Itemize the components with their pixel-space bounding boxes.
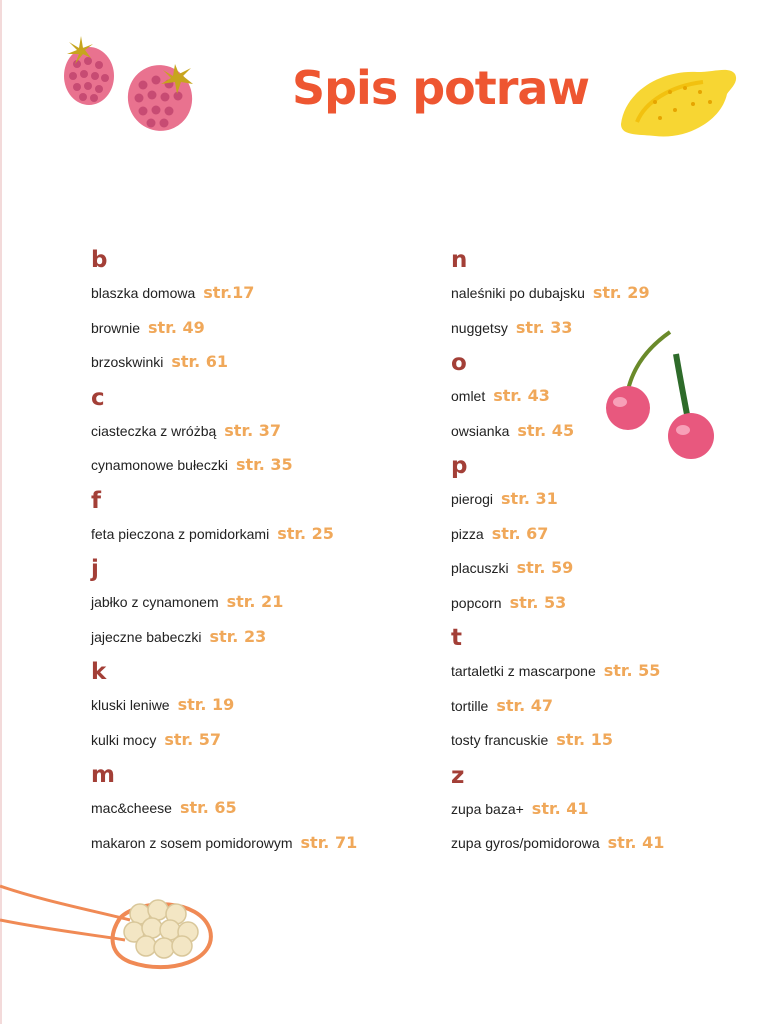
- index-entry: [451, 592, 765, 627]
- dish-name: nuggetsy: [451, 319, 508, 336]
- letter-heading: k: [91, 659, 107, 685]
- dish-name: pierogi: [451, 491, 494, 507]
- lemon-icon: [615, 62, 740, 144]
- page-reference: str. 41: [531, 798, 589, 818]
- letter-heading: f: [91, 487, 102, 514]
- index-entry: [451, 282, 765, 317]
- page-reference: str. 65: [179, 798, 237, 817]
- index-entry: [451, 660, 765, 695]
- dish-name: mac&cheese: [91, 800, 172, 816]
- page-reference: str. 31: [501, 489, 558, 508]
- index-entry: [451, 523, 765, 558]
- letter-heading: m: [91, 762, 115, 788]
- letter-heading: z: [451, 762, 465, 789]
- page-reference: str. 61: [171, 352, 229, 371]
- index-entry: [91, 797, 411, 832]
- dish-name: placuszki: [451, 560, 509, 576]
- raspberry-icon: [55, 30, 205, 140]
- letter-heading: j: [91, 556, 99, 582]
- page-reference: str. 71: [300, 832, 358, 852]
- letter-heading: o: [451, 350, 467, 376]
- dish-name: tosty francuskie: [451, 732, 549, 748]
- index-entry: [451, 420, 765, 455]
- index-entry: [91, 523, 411, 558]
- page-reference: str. 35: [235, 455, 293, 474]
- page-reference: str. 21: [226, 592, 284, 611]
- dish-name: brownie: [91, 319, 141, 336]
- page-reference: str. 29: [592, 283, 650, 302]
- index-entry: [91, 454, 411, 489]
- page-reference: str.17: [203, 283, 255, 302]
- dish-name: tartaletki z mascarpone: [451, 663, 596, 679]
- page-reference: str. 59: [516, 558, 574, 577]
- letter-heading: c: [91, 384, 105, 411]
- index-column-right: [451, 248, 765, 867]
- page-reference: str. 67: [491, 523, 549, 543]
- index-entry: [451, 695, 765, 730]
- dish-name: kluski leniwe: [91, 697, 170, 713]
- page-edge-line: [0, 0, 2, 1024]
- dish-name: jabłko z cynamonem: [91, 594, 219, 610]
- index-entry: [451, 798, 765, 833]
- dish-name: naleśniki po dubajsku: [451, 285, 585, 301]
- page-reference: str. 41: [607, 833, 665, 852]
- dish-name: blaszka domowa: [91, 285, 196, 301]
- page-reference: str. 33: [515, 317, 573, 337]
- dish-name: pizza: [451, 525, 484, 542]
- letter-heading: b: [91, 247, 108, 273]
- index-entry: [91, 729, 411, 764]
- dish-name: ciasteczka z wróżbą: [91, 422, 217, 439]
- dish-name: kulki mocy: [91, 731, 157, 748]
- index-entry: [451, 557, 765, 592]
- index-entry: [91, 351, 411, 386]
- index-entry: [91, 694, 411, 729]
- index-entry: [91, 626, 411, 661]
- page-reference: str. 23: [209, 626, 267, 646]
- index-entry: [91, 832, 411, 867]
- index-entry: [91, 282, 411, 317]
- page-reference: str. 55: [603, 661, 661, 680]
- page-reference: str. 43: [493, 386, 550, 405]
- dish-name: tortille: [451, 697, 489, 714]
- letter-heading: n: [451, 247, 468, 273]
- index-column-left: [91, 248, 411, 866]
- dish-name: feta pieczona z pomidorkami: [91, 525, 270, 542]
- page-reference: str. 37: [224, 420, 281, 440]
- index-entry: [451, 729, 765, 764]
- dish-name: omlet: [451, 388, 486, 404]
- dish-name: jajeczne babeczki: [91, 628, 202, 645]
- index-entry: [451, 488, 765, 523]
- letter-heading: p: [451, 453, 468, 479]
- dish-name: makaron z sosem pomidorowym: [91, 834, 293, 851]
- dish-name: brzoskwinki: [91, 354, 164, 370]
- dish-name: popcorn: [451, 594, 502, 611]
- dish-name: zupa gyros/pomidorowa: [451, 835, 600, 851]
- page-reference: str. 45: [517, 420, 575, 440]
- dish-name: zupa baza+: [451, 800, 524, 817]
- index-entry: [91, 317, 411, 352]
- page-reference: str. 15: [556, 730, 613, 749]
- page-reference: str. 49: [148, 317, 205, 337]
- index-entry: [91, 591, 411, 626]
- page-reference: str. 19: [177, 695, 235, 714]
- index-entry: [91, 420, 411, 455]
- page-reference: str. 53: [509, 592, 567, 612]
- page-title: Spis potraw: [292, 61, 589, 115]
- index-entry: [451, 385, 765, 420]
- dish-name: owsianka: [451, 422, 510, 439]
- page-reference: str. 57: [164, 729, 222, 749]
- dish-name: cynamonowe bułeczki: [91, 457, 228, 473]
- spoon-with-rice-icon: [0, 880, 225, 980]
- page-reference: str. 47: [496, 695, 554, 715]
- index-entry: [451, 832, 765, 867]
- index-entry: [451, 317, 765, 352]
- letter-heading: t: [451, 625, 462, 651]
- page-reference: str. 25: [277, 523, 334, 543]
